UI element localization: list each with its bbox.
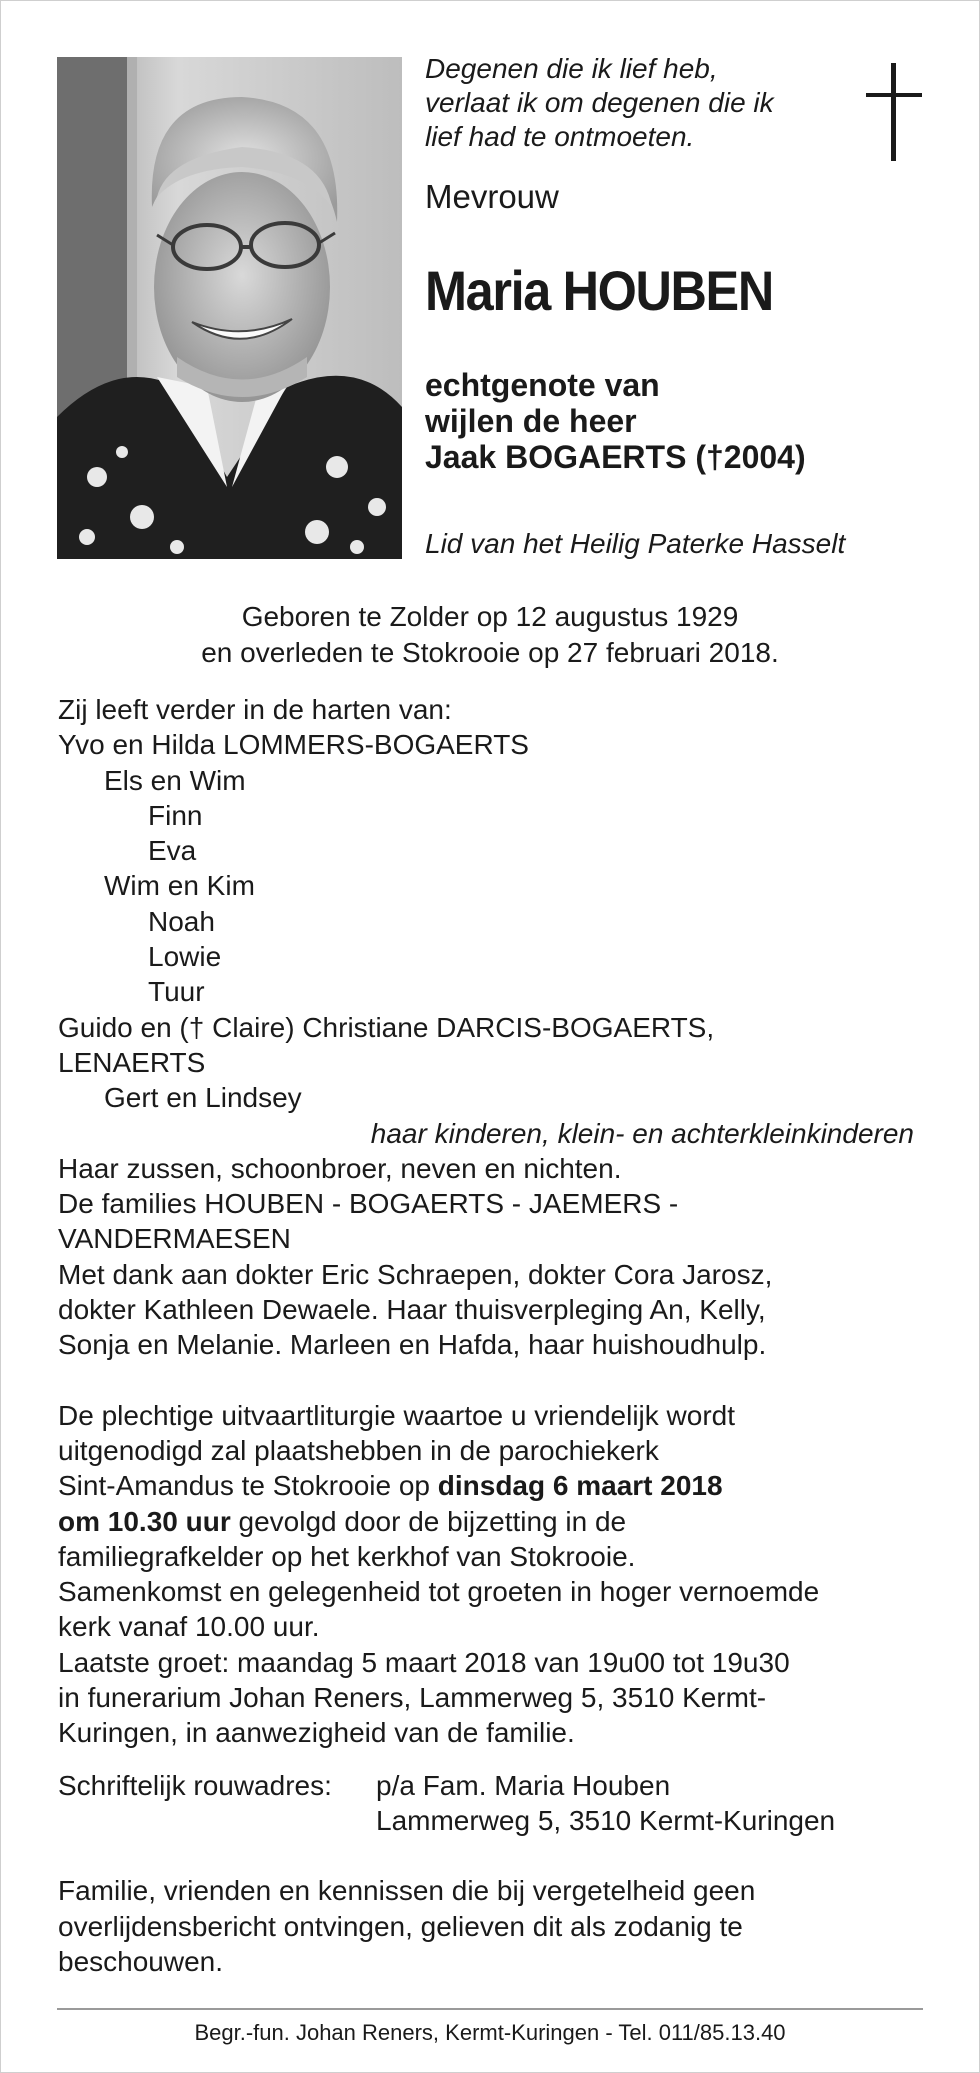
family-extra-line: VANDERMAESEN (58, 1223, 291, 1255)
funeral-line (58, 1504, 938, 1539)
funeral-line: Samenkomst en gelegenheid tot groeten in hoger vernoemde (58, 1576, 820, 1608)
family-member: Noah (148, 905, 215, 937)
funeral-line (58, 1468, 938, 1503)
family-member: Els en Wim (104, 764, 246, 796)
salutation: Mevrouw (425, 178, 559, 215)
funeral-line: uitgenodigd zal plaatshebben in de parochiekerk (58, 1434, 659, 1466)
portrait-photo (57, 57, 402, 559)
thanks-line: Sonja en Melanie. Marleen en Hafda, haar huishoudhulp. (58, 1329, 767, 1361)
spouse-line: Jaak BOGAERTS (†2004) (425, 439, 806, 475)
farewell-line: Laatste groet: maandag 5 maart 2018 van 19u00 tot 19u30 (58, 1646, 790, 1678)
address-line: Lammerweg 5, 3510 Kermt-Kuringen (376, 1804, 836, 1836)
family-member: Wim en Kim (104, 870, 255, 902)
memorial-quote (425, 52, 845, 154)
death-line: en overleden te Stokrooie op 27 februari 2018. (201, 637, 779, 668)
cross-icon (866, 63, 922, 161)
spouse-info (425, 367, 806, 475)
thanks-line: dokter Kathleen Dewaele. Haar thuisverpleging An, Kelly, (58, 1294, 766, 1326)
membership: Lid van het Heilig Paterke Hasselt (425, 528, 846, 559)
funeral-location: Sint-Amandus te Stokrooie op (58, 1470, 438, 1502)
quote-line: verlaat ik om degenen die ik (425, 87, 774, 118)
quote-line: Degenen die ik lief heb, (425, 53, 718, 84)
funeral-line: familiegrafkelder op het kerkhof van Stokrooie. (58, 1540, 636, 1572)
funeral-time: om 10.30 uur (58, 1505, 231, 1537)
quote-line: lief had te ontmoeten. (425, 121, 695, 152)
spouse-line: wijlen de heer (425, 403, 637, 439)
family-closing: haar kinderen, klein- en achterkleinkinderen (370, 1117, 914, 1149)
family-member: Tuur (148, 976, 205, 1008)
family-extra-line: De families HOUBEN - BOGAERTS - JAEMERS - (58, 1188, 679, 1220)
notice-line: overlijdensbericht ontvingen, gelieven dit als zodanig te (58, 1910, 743, 1942)
funeral-date: dinsdag 6 maart 2018 (437, 1470, 723, 1502)
undertaker-footer: Begr.-fun. Johan Reners, Kermt-Kuringen - Tel. 011/85.13.40 (194, 2020, 786, 2045)
birth-line: Geboren te Zolder op 12 augustus 1929 (241, 601, 739, 632)
address-label: Schriftelijk rouwadres: (58, 1769, 332, 1801)
family-member: LENAERTS (58, 1046, 206, 1078)
deceased-name: Maria HOUBEN (425, 259, 773, 322)
family-extra-line: Haar zussen, schoonbroer, neven en nichten. (58, 1152, 622, 1184)
notice-line: beschouwen. (58, 1945, 224, 1977)
farewell-line: Kuringen, in aanwezigheid van de familie. (58, 1717, 575, 1749)
family-member: Eva (148, 835, 197, 867)
family-member: Gert en Lindsey (104, 1082, 302, 1114)
life-dates (0, 599, 980, 671)
funeral-line: kerk vanaf 10.00 uur. (58, 1611, 320, 1643)
farewell-line: in funerarium Johan Reners, Lammerweg 5, 3510 Kermt- (58, 1682, 767, 1714)
family-member: Yvo en Hilda LOMMERS-BOGAERTS (58, 729, 529, 761)
family-member: Lowie (148, 941, 222, 973)
family-list (58, 727, 938, 1115)
family-member: Guido en († Claire) Christiane DARCIS-BOGAERTS, (58, 1011, 715, 1043)
address-line: p/a Fam. Maria Houben (376, 1769, 671, 1801)
notice-body (58, 692, 938, 1979)
footer-divider (57, 2008, 923, 2010)
mourning-address (58, 1768, 938, 1803)
funeral-line: De plechtige uitvaartliturgie waartoe u vriendelijk wordt (58, 1399, 736, 1431)
funeral-text: gevolgd door de bijzetting in de (230, 1505, 627, 1537)
family-member: Finn (148, 799, 203, 831)
notice-line: Familie, vrienden en kennissen die bij vergetelheid geen (58, 1875, 756, 1907)
thanks-line: Met dank aan dokter Eric Schraepen, dokter Cora Jarosz, (58, 1258, 773, 1290)
spouse-line: echtgenote van (425, 367, 660, 403)
family-intro: Zij leeft verder in de harten van: (58, 694, 452, 725)
